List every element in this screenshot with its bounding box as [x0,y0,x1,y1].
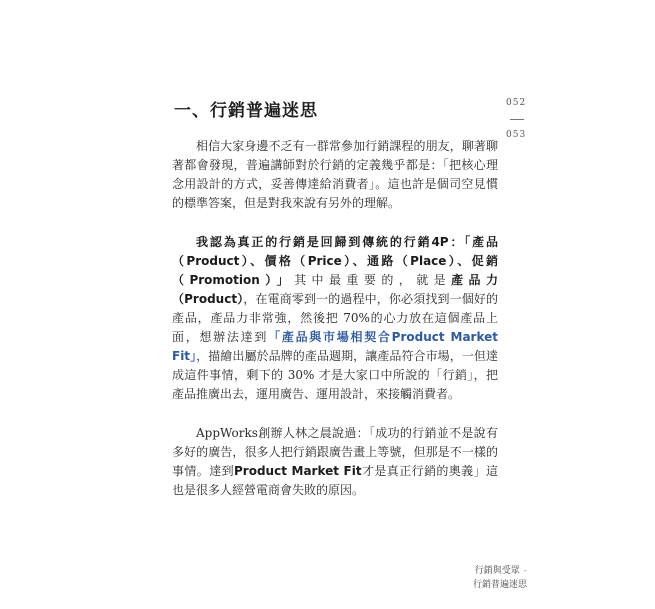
paragraph-3-emphasis: Product Market Fit [233,464,362,478]
paragraph-2 [172,233,498,404]
section-title: 一、行銷普遍迷思 [174,101,318,121]
footer-line-1 [473,564,527,578]
page-number-left: 052 [506,98,527,108]
body-text [172,137,498,520]
paragraph-1 [172,137,498,213]
footer-section: 行銷普遍迷思 [472,580,527,590]
page-numbers [506,98,536,140]
paragraph-2-highlight: 「產品與市場相契合Product Market Fit」 [172,330,498,363]
running-footer [473,564,527,592]
paragraph-2-text-2: ，在電商零到一的過程中，你必須找到一個好的產品，產品力非常強，然後把 70%的心力放在這個產品上面，想辦法達到 [172,292,498,344]
page-number-divider [510,119,524,120]
paragraph-1-text: 相信大家身邊不乏有一群常參加行銷課程的朋友，聊著聊著都會發現，普遍講師對於行銷的定義幾乎都是：「把核心理念用設計的方式，妥善傳達給消費者」。這也許是個司空見慣的標準答案，但是對我來說有另外的理解。 [172,139,498,210]
footer-chapter: 行銷與受眾 [474,566,520,576]
paragraph-2-emphasis: 我認為真正的行銷是回歸到傳統的行銷4P：「產品（Product）、價格（Price）、通路（Place）、促銷（Promotion）」 [172,235,498,287]
page-number-right: 053 [506,130,527,140]
footer-separator: - [523,566,527,576]
paragraph-2-text-3: ，描繪出屬於品牌的產品週期，讓產品符合市場，一但達成這件事情，剩下的 30% 才是大家口中所說的「行銷」，把產品推廣出去，運用廣告、運用設計，來接觸消費者。 [172,349,498,401]
paragraph-3 [172,424,498,500]
paragraph-3-text-2: 才是真正行銷的奧義」這也是很多人經營電商會失敗的原因。 [172,464,498,497]
paragraph-2-text-1: 其中最重要的，就是 [294,273,452,287]
paragraph-3-text-1: AppWorks創辦人林之晨說過：「成功的行銷並不是說有多好的廣告，很多人把行銷跟廣告畫上等號，但那是不一樣的事情。達到 [172,426,498,478]
paragraph-2-emphasis-2: 產品力（Product） [172,273,498,306]
